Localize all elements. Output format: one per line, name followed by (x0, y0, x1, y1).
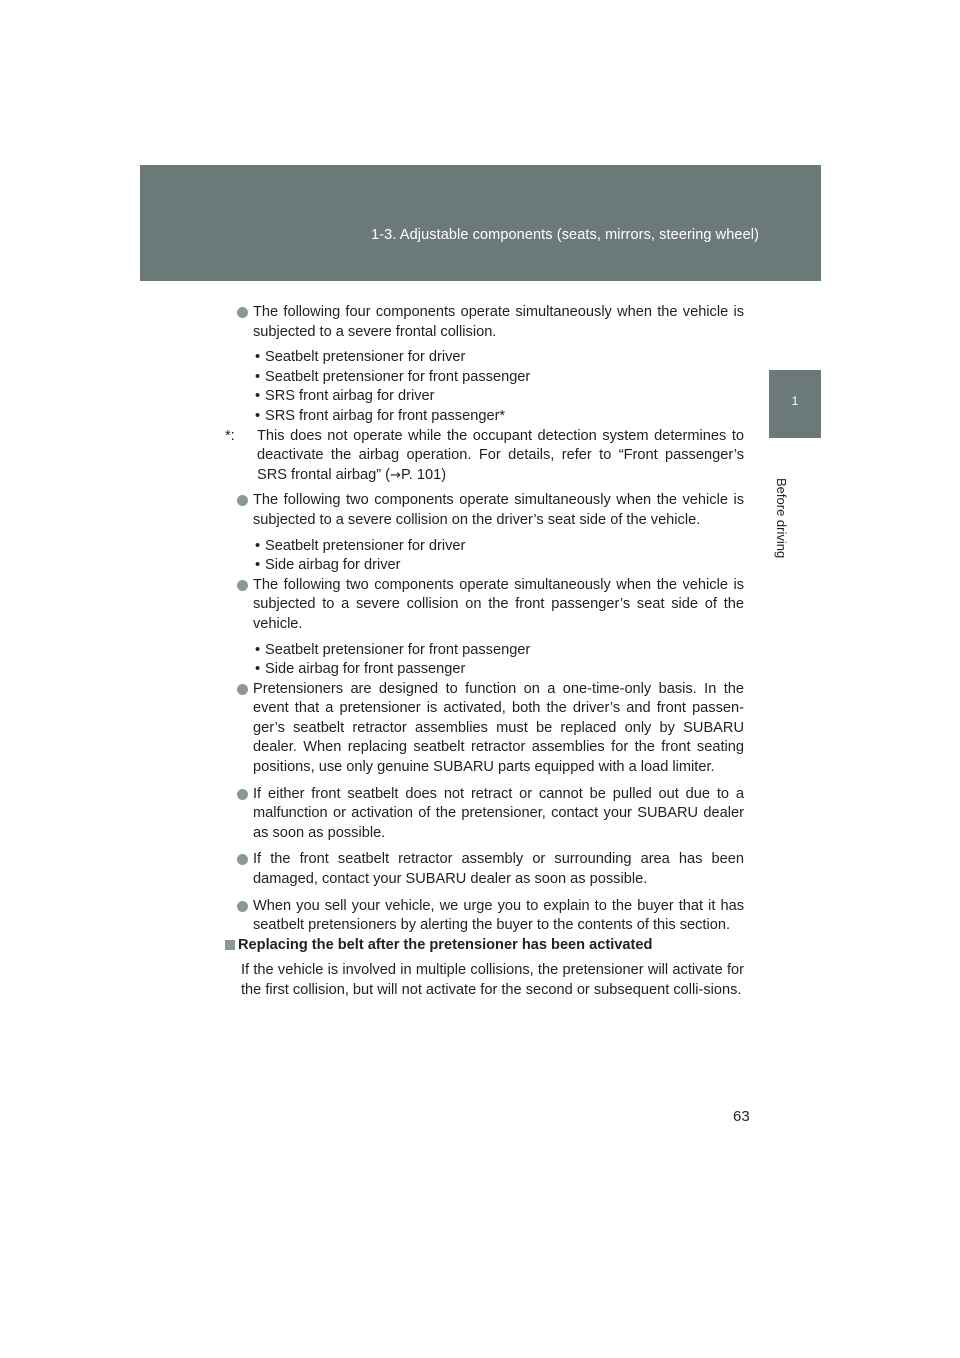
chapter-tab (769, 370, 821, 438)
chapter-number: 1 (791, 394, 799, 408)
bullet-dot-icon (237, 901, 248, 912)
bullet-paragraph: The following two components operate simultaneously when the vehicle is subjected to a severe collision on the front passenger’s seat side of the vehicle. (222, 576, 744, 635)
bullet-dot-icon (237, 580, 248, 591)
page-content (222, 303, 744, 1001)
header-title: 1-3. Adjustable components (seats, mirrors, steering wheel) (371, 227, 759, 243)
bullet-dot-icon (237, 684, 248, 695)
list-item: • Side airbag for driver (255, 557, 401, 574)
list-item: • SRS front airbag for driver (255, 388, 435, 405)
section-paragraph: If the vehicle is involved in multiple collisions, the pretensioner will activate for the first collision, but will not activate for the second or subsequent colli-sions. (241, 962, 744, 998)
section-heading: Replacing the belt after the pretensioner has been activated (222, 936, 744, 956)
bullet-dot-icon (237, 789, 248, 800)
bullet-paragraph: Pretensioners are designed to function on a one-time-only basis. In the event that a pretensioner is activated, both the driver’s and front passen-ger’s seatbelt retractor assemblies must be replaced only by SUBARU dealer. When replacing seatbelt retractor assemblies for the front seating positions, use only genuine SUBARU parts equipped with a load limiter. (222, 680, 744, 778)
bullet-paragraph: The following two components operate simultaneously when the vehicle is subjected to a severe collision on the driver’s seat side of the vehicle. (222, 491, 744, 530)
bullet-dot-icon (237, 307, 248, 318)
footnote: *: This does not operate while the occupant detection system determines to deactivate the airbag operation. For details, refer to “Front passenger’s SRS frontal airbag” (→P. 101) (225, 427, 744, 483)
page-number: 63 (733, 1108, 750, 1125)
list-item: • Side airbag for front passenger (255, 661, 466, 678)
list-item: • Seatbelt pretensioner for driver (255, 537, 466, 554)
list-item: • Seatbelt pretensioner for front passenger (255, 368, 531, 385)
bullet-dot-icon (237, 495, 248, 506)
bullet-paragraph: If the front seatbelt retractor assembly or surrounding area has been damaged, contact your SUBARU dealer as soon as possible. (222, 850, 744, 889)
list-item: • Seatbelt pretensioner for driver (255, 349, 466, 366)
bullet-paragraph: The following four components operate simultaneously when the vehicle is subjected to a severe frontal collision. (222, 303, 744, 342)
bullet-dot-icon (237, 854, 248, 865)
square-bullet-icon (225, 940, 235, 950)
bullet-paragraph: If either front seatbelt does not retract or cannot be pulled out due to a malfunction or activation of the pretensioner, contact your SUBARU dealer as soon as possible. (222, 785, 744, 844)
bullet-paragraph: When you sell your vehicle, we urge you to explain to the buyer that it has seatbelt pretensioners by alerting the buyer to the contents of this section. (222, 897, 744, 936)
page-header (140, 165, 821, 281)
arrow-right-icon: → (390, 467, 401, 483)
list-item: • Seatbelt pretensioner for front passenger (255, 641, 531, 658)
chapter-label: Before driving (774, 478, 789, 559)
list-item: • SRS front airbag for front passenger* (255, 407, 506, 424)
